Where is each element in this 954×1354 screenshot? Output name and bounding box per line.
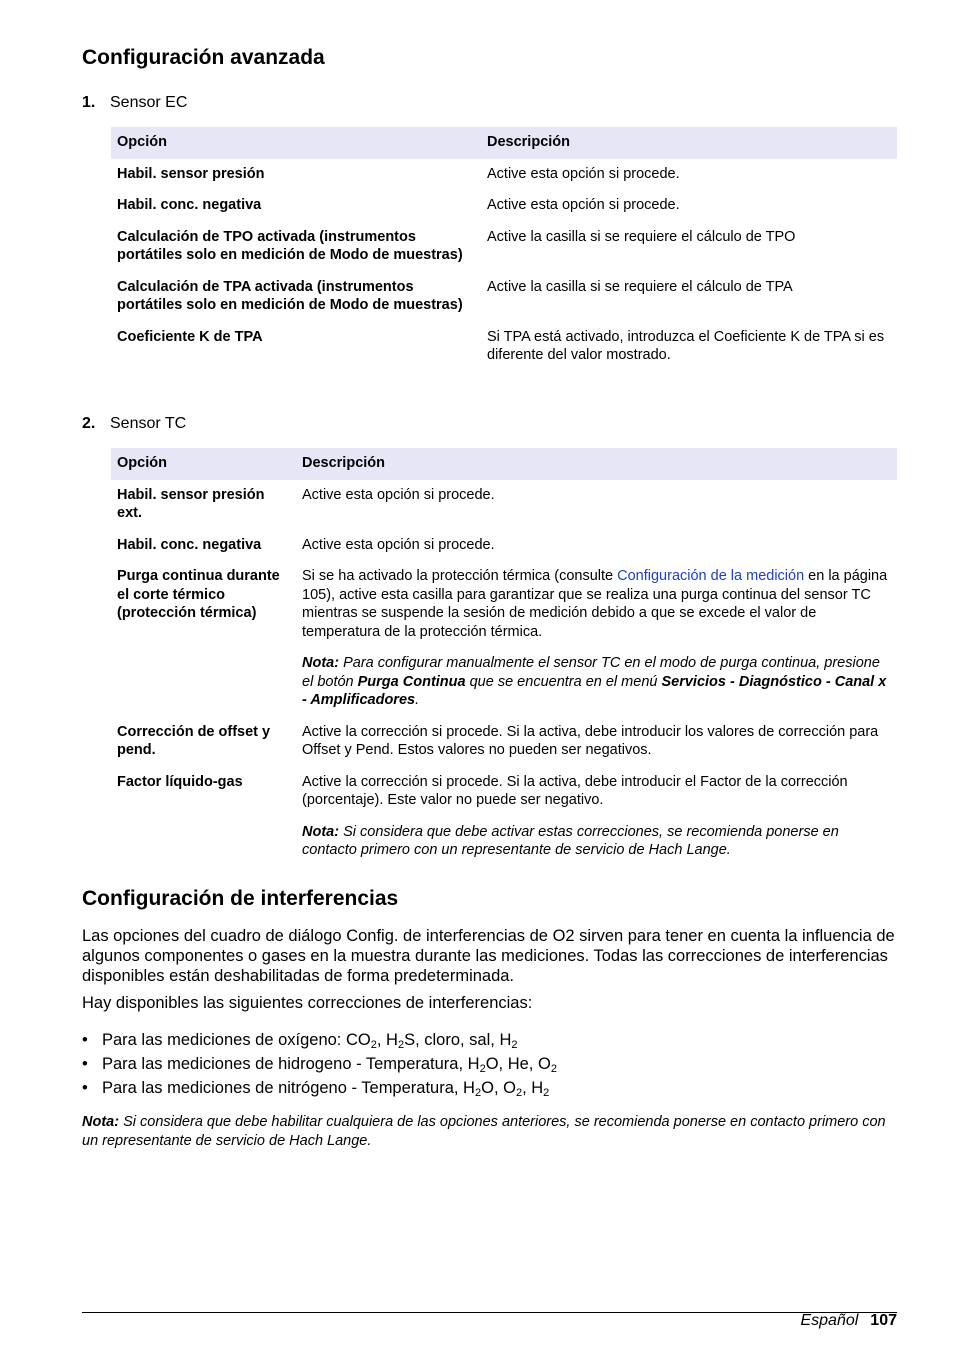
list-item: [82, 1076, 557, 1100]
description-cell: Active la casilla si se requiere el cálculo de TPA: [487, 278, 793, 295]
note: [302, 823, 891, 860]
note-text: Si considera que debe habilitar cualquiera de las opciones anteriores, se recomienda ponerse en contacto primero con un representante de servicio de Hach Lange.: [82, 1114, 886, 1149]
table-header-row: [111, 448, 897, 480]
bullet: •: [82, 1055, 88, 1073]
note-label: Nota:: [302, 823, 340, 840]
step-number: 1.: [82, 94, 96, 111]
option-cell: Calculación de TPA activada (instrumentos portátiles solo en medición de Modo de muestras): [117, 278, 463, 313]
description-cell: [296, 767, 897, 867]
note-label: Nota:: [302, 655, 340, 671]
description-cell: [296, 561, 897, 717]
list-item-text: Para las mediciones de oxígeno: CO: [102, 1031, 371, 1049]
column-header-option: Opción: [111, 448, 296, 480]
section-title-interference-config: Configuración de interferencias: [82, 887, 399, 910]
footer-divider: [82, 1312, 897, 1313]
description-cell: Active esta opción si procede.: [487, 197, 680, 213]
subscript: 2: [511, 1039, 518, 1051]
option-cell: Factor líquido-gas: [117, 773, 243, 790]
list-item-text: , H: [376, 1031, 398, 1049]
column-header-option: Opción: [111, 127, 481, 159]
table-row: [111, 480, 897, 530]
option-cell: Corrección de offset y pend.: [117, 723, 271, 758]
interference-note: [82, 1113, 897, 1150]
note-button-name: Purga Continua: [357, 673, 466, 690]
note-text: .: [415, 692, 420, 708]
note-text: que se encuentra en el menú: [465, 673, 662, 690]
list-item: [82, 1052, 557, 1076]
description-cell: Si TPA está activado, introduzca el Coeficiente K de TPA si es diferente del valor mostrado.: [487, 328, 885, 363]
subscript: 2: [543, 1087, 550, 1099]
column-header-description: Descripción: [481, 127, 897, 159]
list-item-text: Para las mediciones de nitrógeno - Temperatura, H: [102, 1079, 475, 1097]
description-cell: Active esta opción si procede.: [487, 165, 680, 182]
option-cell: Habil. sensor presión ext.: [117, 486, 265, 521]
table-row: [111, 530, 897, 562]
list-item: [82, 1028, 557, 1052]
description-text-part: en la página 105), active esta casilla para garantizar que se realiza una purga continua del sensor TC mientras se suspende la sesión de medición debido a que se excede el valor de temperatura de la protección térmica.: [302, 568, 888, 640]
note: [302, 654, 891, 710]
bullet: •: [82, 1079, 88, 1097]
table-row: [111, 222, 897, 272]
interference-list-intro: Hay disponibles las siguientes correcciones de interferencias:: [82, 994, 533, 1012]
list-item-text: O, O: [481, 1079, 516, 1097]
option-cell: Calculación de TPO activada (instrumentos portátiles solo en medición de Modo de muestras): [117, 228, 463, 263]
page-number: 107: [870, 1312, 897, 1329]
description-cell: Active la corrección si procede. Si la activa, debe introducir los valores de corrección para Offset y Pend. Estos valores no pueden ser negativos.: [302, 723, 879, 758]
subscript: 2: [515, 1087, 523, 1099]
subscript: 2: [550, 1063, 557, 1075]
step-label: Sensor EC: [110, 94, 188, 111]
note-menu-path: Servicios - Diagnóstico - Canal x - Amplificadores: [302, 673, 887, 708]
interference-intro-paragraph: Las opciones del cuadro de diálogo Config. de interferencias de O2 sirven para tener en cuenta la influencia de algunos componentes o gases en la muestra durante las mediciones. Todas las correcciones de interferencias disponibles están deshabilitadas de forma predeterminada.: [82, 927, 895, 985]
option-cell: Habil. conc. negativa: [117, 536, 262, 553]
list-item-text: O, He, O: [485, 1055, 551, 1073]
option-cell: Coeficiente K de TPA: [117, 328, 263, 345]
list-item-text: Para las mediciones de hidrogeno - Temperatura, H: [102, 1055, 480, 1073]
description-text: Active la corrección si procede. Si la activa, debe introducir el Factor de la corrección (porcentaje). Este valor no puede ser negativo.: [302, 773, 848, 808]
page-footer: [800, 1312, 897, 1330]
table-sensor-ec: [111, 127, 897, 372]
step-1: [82, 94, 187, 112]
note-label: Nota:: [82, 1114, 120, 1130]
table-row: [111, 717, 897, 767]
option-cell: Purga continua durante el corte térmico (protección térmica): [117, 568, 280, 621]
interference-list: [82, 1028, 557, 1100]
description-text-part: Si se ha activado la protección térmica (consulte: [302, 568, 618, 584]
table-row: [111, 561, 897, 717]
column-header-description: Descripción: [296, 448, 897, 480]
note-text: Si considera que debe activar estas correcciones, se recomienda ponerse en contacto primero con un representante de servicio de Hach Lange.: [302, 823, 839, 858]
subscript: 2: [370, 1039, 377, 1051]
description-text: [302, 567, 891, 641]
table-row: [111, 767, 897, 867]
table-row: [111, 272, 897, 322]
step-number: 2.: [82, 415, 96, 432]
subscript: 2: [397, 1039, 405, 1051]
table-sensor-tc: [111, 448, 897, 867]
footer-language: Español: [800, 1312, 859, 1329]
option-cell: Habil. conc. negativa: [117, 197, 262, 213]
subscript: 2: [474, 1087, 482, 1099]
table-row: [111, 190, 897, 222]
option-cell: Habil. sensor presión: [117, 165, 265, 182]
note-text: Para configurar manualmente el sensor TC en el modo de purga continua, presione el botón: [302, 655, 880, 690]
section-title-advanced-config: Configuración avanzada: [82, 46, 325, 69]
step-2: [82, 415, 186, 433]
subscript: 2: [479, 1063, 486, 1075]
list-item-text: S, cloro, sal, H: [404, 1031, 512, 1049]
description-cell: Active esta opción si procede.: [302, 536, 495, 553]
table-header-row: [111, 127, 897, 159]
table-row: [111, 322, 897, 372]
list-item-text: , H: [522, 1079, 544, 1097]
description-cell: Active la casilla si se requiere el cálculo de TPO: [487, 228, 796, 245]
description-cell: Active esta opción si procede.: [302, 486, 495, 503]
table-row: [111, 159, 897, 191]
bullet: •: [82, 1031, 88, 1049]
cross-reference-link[interactable]: Configuración de la medición: [617, 568, 805, 584]
step-label: Sensor TC: [110, 415, 187, 432]
